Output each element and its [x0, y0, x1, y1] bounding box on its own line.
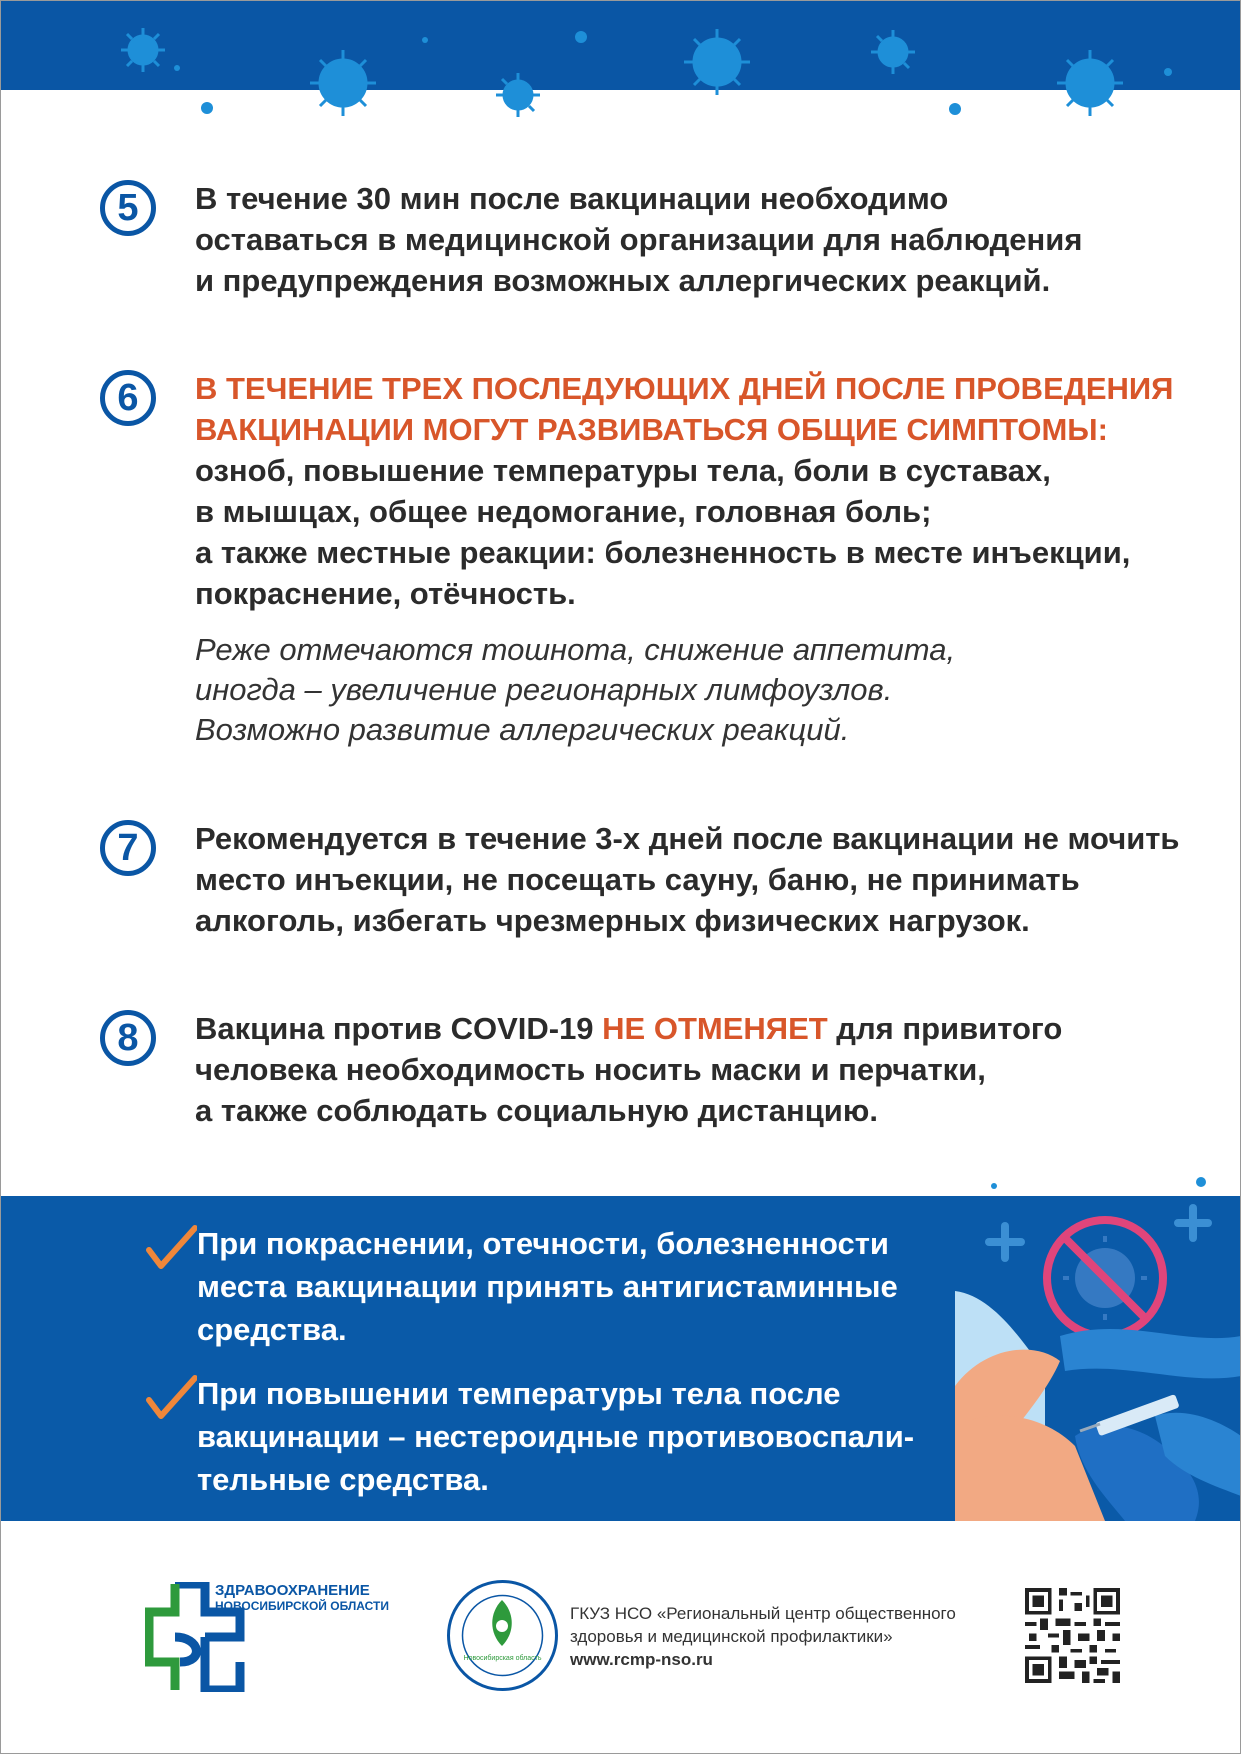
item-headline-line: ВАКЦИНАЦИИ МОГУТ РАЗВИВАТЬСЯ ОБЩИЕ СИМПТОМЫ:	[195, 412, 1108, 447]
checkmark-icon	[145, 1372, 197, 1424]
virus-icon	[121, 28, 165, 72]
checkmark-icon	[145, 1222, 197, 1274]
item-number: 6	[100, 370, 156, 426]
ministry-logo-text: ЗДРАВООХРАНЕНИЕ НОВОСИБИРСКОЙ ОБЛАСТИ	[215, 1582, 389, 1613]
virus-icon	[871, 30, 915, 74]
virus-icon	[310, 50, 376, 116]
item-number: 8	[100, 1010, 156, 1066]
virus-icon	[1057, 50, 1123, 116]
organization-info: ГКУЗ НСО «Региональный центр общественного здоровья и медицинской профилактики» www.rcmp-nso.ru	[570, 1604, 956, 1669]
virus-icon	[684, 29, 750, 95]
item-text-line: а также соблюдать социальную дистанцию.	[195, 1093, 878, 1128]
svg-text:Новосибирская область: Новосибирская область	[463, 1655, 542, 1662]
item-text-line: покраснение, отёчность.	[195, 576, 576, 611]
tip-text-line: тельные средства.	[197, 1462, 489, 1497]
item-text-line: в мышцах, общее недомогание, головная боль;	[195, 494, 932, 529]
tip-text-line: вакцинации – нестероидные противовоспали-	[197, 1419, 915, 1454]
tip-text-line: средства.	[197, 1312, 347, 1347]
vaccination-illustration	[955, 1196, 1241, 1521]
item-text-line: Рекомендуется в течение 3-х дней после вакцинации не мочить	[195, 821, 1180, 856]
item-note-line: иногда – увеличение регионарных лимфоузлов.	[195, 672, 893, 707]
item-number: 7	[100, 820, 156, 876]
tip-text-line: При покраснении, отечности, болезненности	[197, 1226, 889, 1261]
item-note-line: Реже отмечаются тошнота, снижение аппетита,	[195, 632, 956, 667]
item-note-line: Возможно развитие аллергических реакций.	[195, 712, 850, 747]
item-text-line: оставаться в медицинской организации для наблюдения	[195, 222, 1083, 257]
item-text-line: место инъекции, не посещать сауну, баню, не принимать	[195, 862, 1080, 897]
qr-code[interactable]	[1025, 1588, 1120, 1683]
item-text-line: алкоголь, избегать чрезмерных физических нагрузок.	[195, 903, 1030, 938]
virus-decoration	[0, 0, 1241, 130]
item-text-line: а также местные реакции: болезненность в месте инъекции,	[195, 535, 1131, 570]
item-text-line: и предупреждения возможных аллергических реакций.	[195, 263, 1051, 298]
item-text-line: человека необходимость носить маски и перчатки,	[195, 1052, 986, 1087]
not-cancel-highlight: НЕ ОТМЕНЯЕТ	[602, 1011, 828, 1046]
org-url-link[interactable]: www.rcmp-nso.ru	[570, 1650, 713, 1669]
item-headline-line: В ТЕЧЕНИЕ ТРЕХ ПОСЛЕДУЮЩИХ ДНЕЙ ПОСЛЕ ПРОВЕДЕНИЯ	[195, 371, 1174, 406]
item-text-line: Вакцина против COVID-19 НЕ ОТМЕНЯЕТ для привитого	[195, 1011, 1063, 1046]
prohibited-virus-icon	[1047, 1220, 1163, 1336]
advice-panel	[0, 1196, 1241, 1521]
footer	[0, 1560, 1241, 1720]
item-number: 5	[100, 180, 156, 236]
tip-text-line: При повышении температуры тела после	[197, 1376, 841, 1411]
item-text-line: В течение 30 мин после вакцинации необходимо	[195, 181, 949, 216]
virus-icon	[496, 73, 540, 117]
tip-text-line: места вакцинации принять антигистаминные	[197, 1269, 898, 1304]
item-text-line: озноб, повышение температуры тела, боли в суставах,	[195, 453, 1051, 488]
center-seal-logo	[445, 1578, 560, 1693]
